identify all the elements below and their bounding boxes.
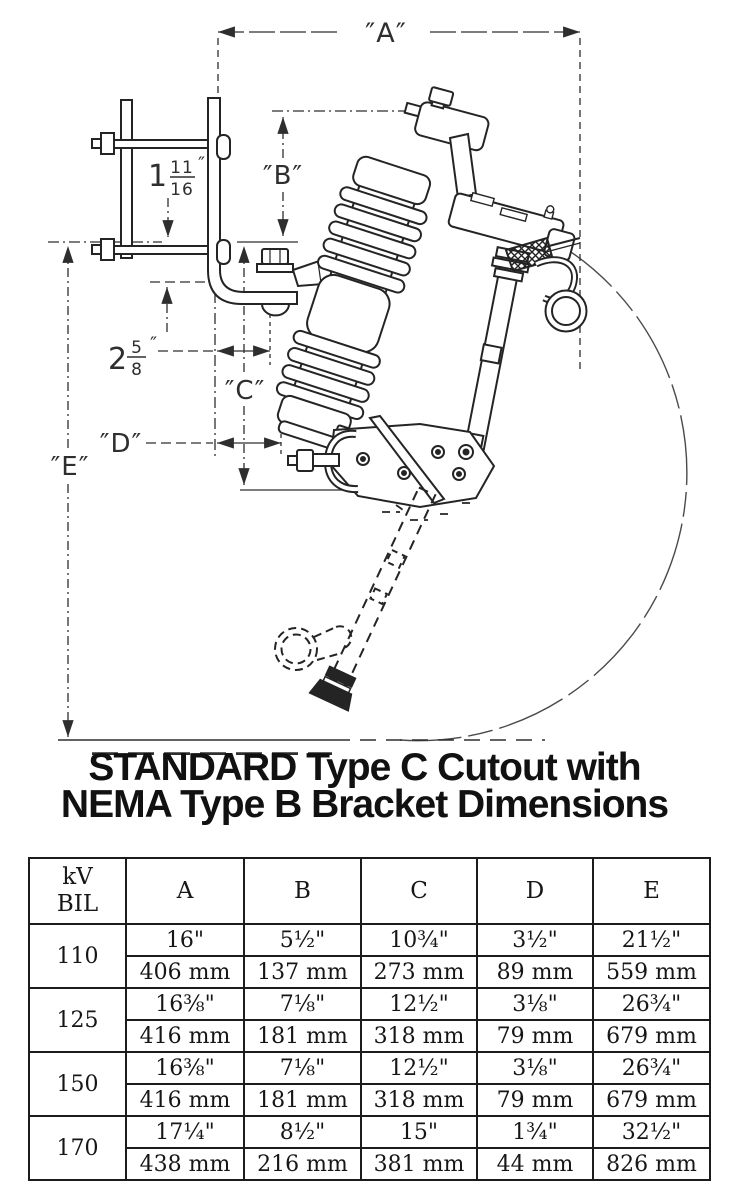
cell-mm: 216 mm — [244, 1148, 361, 1180]
kv-cell: 150 — [29, 1052, 126, 1116]
cell-in: 16" — [126, 924, 244, 956]
cell-mm: 89 mm — [477, 956, 593, 988]
carriage-bolt-bottom — [92, 239, 208, 260]
cell-in: 17¼" — [126, 1116, 244, 1148]
cell-in: 7⅛" — [244, 1052, 361, 1084]
cell-mm: 273 mm — [361, 956, 477, 988]
contact-assembly — [447, 181, 587, 331]
cell-mm: 79 mm — [477, 1020, 593, 1052]
bolt-spacing-unit: ″ — [198, 153, 207, 175]
mounting-bracket — [92, 98, 349, 315]
cell-mm: 826 mm — [593, 1148, 710, 1180]
cell-mm: 181 mm — [244, 1084, 361, 1116]
bolt-spacing-num: 11 — [170, 158, 194, 178]
cell-mm: 137 mm — [244, 956, 361, 988]
cell-mm: 438 mm — [126, 1148, 244, 1180]
header-col-b: B — [244, 858, 361, 924]
cell-in: 5½" — [244, 924, 361, 956]
cell-mm: 416 mm — [126, 1020, 244, 1052]
table-row — [29, 988, 710, 1020]
dim-c-label: ″C″ — [224, 376, 266, 406]
dimensions-table — [28, 857, 711, 1181]
header-col-a: A — [126, 858, 244, 924]
header-col-e: E — [593, 858, 710, 924]
cell-in: 12½" — [361, 1052, 477, 1084]
table-header-row — [29, 858, 710, 924]
cell-in: 26¾" — [593, 988, 710, 1020]
kv-cell: 110 — [29, 924, 126, 988]
cell-in: 3⅛" — [477, 1052, 593, 1084]
cell-mm: 181 mm — [244, 1020, 361, 1052]
open-pull-ring — [275, 626, 351, 670]
dimension-e — [48, 242, 162, 737]
cell-in: 1¾" — [477, 1116, 593, 1148]
cell-mm: 416 mm — [126, 1084, 244, 1116]
header-kv: kV — [62, 864, 93, 890]
header-col-d: D — [477, 858, 593, 924]
cell-in: 32½" — [593, 1116, 710, 1148]
fuse-tube-open — [310, 482, 446, 710]
offset-whole: 2 — [108, 342, 129, 377]
cell-mm: 318 mm — [361, 1084, 477, 1116]
bolt-spacing-den: 16 — [170, 180, 194, 200]
cell-mm: 79 mm — [477, 1084, 593, 1116]
dim-e-label: ″E″ — [50, 452, 90, 482]
cell-in: 15" — [361, 1116, 477, 1148]
cell-in: 8½" — [244, 1116, 361, 1148]
cell-in: 16⅜" — [126, 988, 244, 1020]
dim-d-label: ″D″ — [99, 429, 143, 459]
cell-mm: 381 mm — [361, 1148, 477, 1180]
cell-mm: 406 mm — [126, 956, 244, 988]
cell-mm: 318 mm — [361, 1020, 477, 1052]
table-row — [29, 1116, 710, 1148]
header-col-c: C — [361, 858, 477, 924]
table-row — [29, 1084, 710, 1116]
figure-title — [0, 746, 729, 826]
cell-in: 12½" — [361, 988, 477, 1020]
offset-unit: ″ — [150, 333, 159, 355]
offset-den: 8 — [131, 360, 143, 380]
cell-in: 26¾" — [593, 1052, 710, 1084]
dimension-d — [146, 410, 281, 458]
table-row — [29, 1148, 710, 1180]
table-row — [29, 1020, 710, 1052]
table-row — [29, 1052, 710, 1084]
table-row — [29, 956, 710, 988]
dim-a-label: ″A″ — [365, 18, 407, 49]
cell-mm: 679 mm — [593, 1084, 710, 1116]
bolt-end-bottom — [217, 240, 230, 264]
cell-in: 3½" — [477, 924, 593, 956]
cell-mm: 679 mm — [593, 1020, 710, 1052]
dim-b-label: ″B″ — [262, 161, 304, 191]
cell-in: 21½" — [593, 924, 710, 956]
cell-in: 16⅜" — [126, 1052, 244, 1084]
title-line-2: NEMA Type B Bracket Dimensions — [60, 783, 669, 826]
carriage-bolt-top — [92, 133, 208, 154]
leg-bolt — [257, 249, 293, 315]
header-kv-bil — [29, 858, 126, 924]
bolt-spacing-whole: 1 — [148, 159, 169, 194]
cell-in: 7⅛" — [244, 988, 361, 1020]
bolt-end-top — [217, 135, 230, 159]
cell-in: 10¾" — [361, 924, 477, 956]
kv-cell: 170 — [29, 1116, 126, 1180]
table-row — [29, 924, 710, 956]
header-bil: BIL — [56, 891, 99, 917]
kv-cell: 125 — [29, 988, 126, 1052]
cell-in: 3⅛" — [477, 988, 593, 1020]
title-line-1: STANDARD Type C Cutout with — [88, 746, 641, 789]
cell-mm: 44 mm — [477, 1148, 593, 1180]
cell-mm: 559 mm — [593, 956, 710, 988]
offset-num: 5 — [131, 338, 143, 358]
